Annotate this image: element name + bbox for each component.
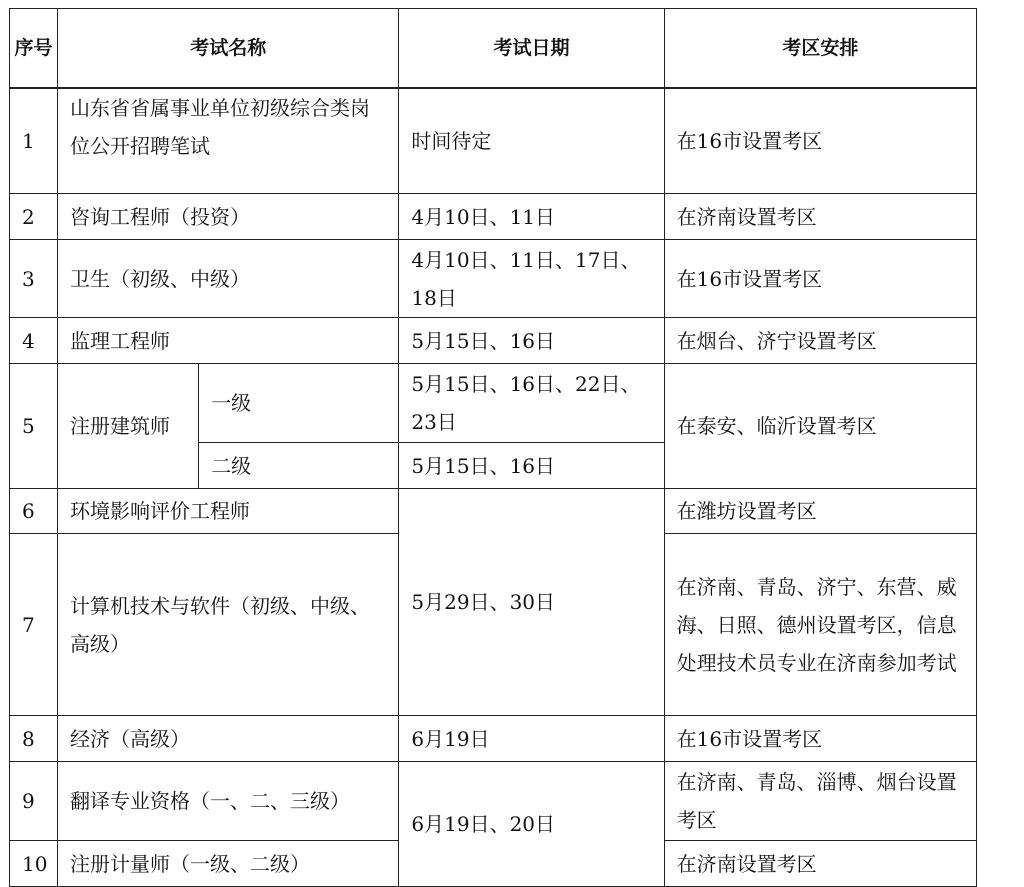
exam-area: 在烟台、济宁设置考区 [664, 318, 976, 364]
exam-area: 在16市设置考区 [664, 88, 976, 194]
header-exam-name: 考试名称 [58, 9, 399, 88]
exam-date: 5月15日、16日 [399, 318, 664, 364]
exam-name: 注册建筑师 [58, 364, 199, 489]
table-row [10, 194, 977, 240]
exam-name: 经济（高级） [58, 716, 399, 762]
exam-date: 6月19日 [399, 716, 664, 762]
header-exam-area: 考区安排 [664, 9, 976, 88]
row-number: 9 [10, 762, 58, 841]
exam-name: 注册计量师（一级、二级） [58, 841, 399, 887]
exam-area: 在泰安、临沂设置考区 [664, 364, 976, 489]
row-number: 2 [10, 194, 58, 240]
exam-name: 山东省省属事业单位初级综合类岗位公开招聘笔试 [58, 88, 399, 194]
exam-date: 时间待定 [399, 88, 664, 194]
exam-name: 计算机技术与软件（初级、中级、高级） [58, 534, 399, 716]
exam-name: 环境影响评价工程师 [58, 489, 399, 534]
exam-name: 卫生（初级、中级） [58, 240, 399, 318]
row-number: 6 [10, 489, 58, 534]
row-number: 10 [10, 841, 58, 887]
row-number: 3 [10, 240, 58, 318]
table-row [10, 88, 977, 194]
exam-date: 4月10日、11日 [399, 194, 664, 240]
row-number: 1 [10, 88, 58, 194]
exam-area: 在济南设置考区 [664, 194, 976, 240]
exam-area: 在济南设置考区 [664, 841, 976, 887]
exam-name: 监理工程师 [58, 318, 399, 364]
table-row [10, 716, 977, 762]
exam-date: 5月15日、16日、22日、23日 [399, 364, 664, 443]
exam-name: 翻译专业资格（一、二、三级） [58, 762, 399, 841]
exam-date: 5月15日、16日 [399, 443, 664, 489]
table-row [10, 489, 977, 534]
exam-sublevel: 一级 [199, 364, 399, 443]
exam-date: 4月10日、11日、17日、18日 [399, 240, 664, 318]
exam-sublevel: 二级 [199, 443, 399, 489]
row-number: 7 [10, 534, 58, 716]
exam-date-shared: 6月19日、20日 [399, 762, 664, 887]
exam-date-shared: 5月29日、30日 [399, 489, 664, 716]
row-number: 5 [10, 364, 58, 489]
header-seq: 序号 [10, 9, 58, 88]
exam-schedule-table [9, 8, 977, 887]
exam-area: 在潍坊设置考区 [664, 489, 976, 534]
header-exam-date: 考试日期 [399, 9, 664, 88]
table-row [10, 762, 977, 841]
table-row [10, 364, 977, 443]
table-row [10, 318, 977, 364]
exam-area: 在济南、青岛、济宁、东营、威海、日照、德州设置考区，信息处理技术员专业在济南参加考试 [664, 534, 976, 716]
exam-area: 在16市设置考区 [664, 240, 976, 318]
table-row [10, 240, 977, 318]
exam-area: 在济南、青岛、淄博、烟台设置考区 [664, 762, 976, 841]
row-number: 8 [10, 716, 58, 762]
row-number: 4 [10, 318, 58, 364]
header-row [10, 9, 977, 88]
exam-name: 咨询工程师（投资） [58, 194, 399, 240]
exam-area: 在16市设置考区 [664, 716, 976, 762]
